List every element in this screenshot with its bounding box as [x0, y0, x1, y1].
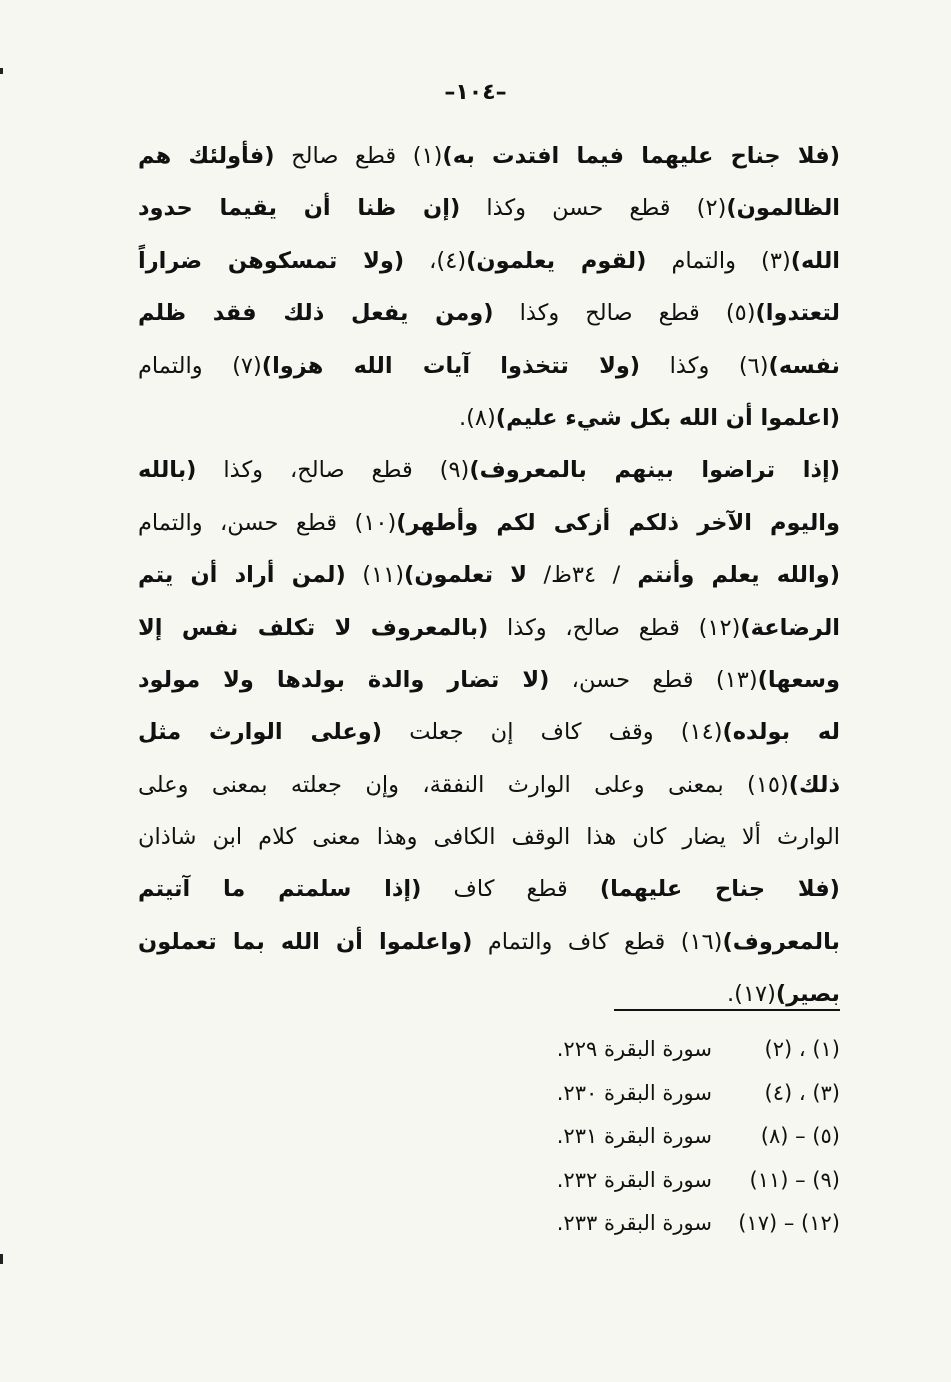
commentary-text: (١٤) وقف كاف إن جعلت	[382, 719, 723, 746]
quran-quote: (ومن يفعل ذلك فقد ظلم	[138, 300, 494, 327]
commentary-text: (٢) قطع حسن وكذا	[460, 195, 727, 222]
page-edge-mark	[0, 1254, 3, 1264]
commentary-text: (١) قطع صالح	[274, 143, 443, 169]
text-line	[138, 968, 840, 1020]
text-line	[138, 916, 840, 968]
commentary-text: (١٦) قطع كاف والتمام	[472, 928, 723, 955]
quran-quote: لا تعلمون)	[404, 562, 527, 589]
commentary-text: (٦) وكذا	[640, 352, 769, 379]
quran-quote: الرضاعة)	[740, 614, 840, 641]
footnote-refs: (٥) – (٨)	[760, 1124, 840, 1149]
text-line	[138, 340, 840, 392]
text-line	[138, 392, 840, 444]
quran-quote: (اعلموا أن الله بكل شيء عليم)	[495, 404, 840, 431]
text-line	[138, 863, 840, 915]
quran-quote: الظالمون)	[726, 195, 840, 222]
text-line	[138, 444, 840, 496]
quran-quote: واليوم الآخر ذلكم أزكى لكم وأطهر)	[396, 509, 840, 536]
commentary-text: (٧) والتمام	[138, 352, 262, 379]
quran-quote: (ولا تمسكوهن ضراراً	[138, 247, 405, 274]
quran-quote: بالمعروف)	[722, 928, 840, 955]
quran-quote: (إذا تراضوا بينهم بالمعروف)	[469, 457, 840, 484]
commentary-text: (١٠) قطع حسن، والتمام	[138, 509, 397, 536]
commentary-text: (٥) قطع صالح وكذا	[493, 300, 756, 327]
quran-quote: الله)	[790, 247, 840, 274]
quran-quote: (لا تضار والدة بولدها ولا مولود	[138, 666, 550, 693]
commentary-text: (٣) والتمام	[646, 247, 791, 274]
footnote-refs: (٩) – (١١)	[749, 1167, 840, 1192]
quran-quote: (إن ظنا أن يقيما حدود	[138, 195, 461, 222]
quran-quote: (واعلموا أن الله بما تعملون	[138, 928, 473, 955]
footnote	[480, 1159, 840, 1203]
quran-quote: (فلا جناح عليهما فيما افتدت به)	[442, 143, 840, 169]
footnote-source: سورة البقرة ٢٣٢.	[556, 1167, 712, 1192]
footnote-source: سورة البقرة ٢٣٠.	[556, 1080, 712, 1105]
text-line	[138, 182, 840, 234]
commentary-text: (١٣) قطع حسن،	[549, 666, 758, 693]
quran-quote: ذلك)	[788, 771, 840, 798]
commentary-text: / ٣٤ظ/	[527, 562, 621, 589]
footnote-source: سورة البقرة ٢٢٩.	[556, 1037, 712, 1061]
text-line	[138, 497, 840, 549]
quran-quote: (لقوم يعلمون)	[466, 247, 647, 274]
footnote-refs: (١) ، (٢)	[764, 1037, 840, 1061]
quran-quote: وسعها)	[757, 666, 840, 693]
footnote-source: سورة البقرة ٢٣٣.	[556, 1211, 712, 1236]
quran-quote: لتعتدوا)	[755, 300, 840, 327]
commentary-text: (١٥) بمعنى وعلى الوارث النفقة، وإن جعلته بمعنى وعلى	[138, 771, 789, 798]
commentary-text: (٩) قطع صالح، وكذا	[196, 457, 470, 484]
quran-quote: (فلا جناح عليهما)	[599, 876, 840, 903]
footnotes	[480, 1028, 840, 1246]
text-line	[138, 706, 840, 758]
quran-quote: نفسه)	[768, 352, 840, 379]
footnote	[480, 1028, 840, 1072]
quran-quote: (بالمعروف لا تكلف نفس إلا	[138, 614, 489, 641]
quran-quote: (لمن أراد أن يتم	[138, 562, 346, 589]
quran-quote: بصير)	[775, 981, 840, 1008]
text-line	[138, 549, 840, 601]
commentary-text: (٤)،	[404, 247, 467, 274]
footnote-divider	[614, 1009, 840, 1011]
commentary-text: (١٢) قطع صالح، وكذا	[488, 614, 741, 641]
text-line	[138, 654, 840, 706]
commentary-text: (٨).	[458, 404, 496, 431]
page-number: –١٠٤–	[444, 80, 507, 105]
body-text	[138, 130, 840, 1021]
page-edge-mark	[0, 68, 3, 74]
commentary-text: (١١)	[345, 562, 405, 589]
text-line	[138, 287, 840, 339]
quran-quote: له بولده)	[722, 719, 840, 746]
text-line	[138, 759, 840, 811]
footnote	[480, 1202, 840, 1246]
commentary-text: قطع كاف	[421, 876, 600, 903]
footnote	[480, 1072, 840, 1116]
quran-quote: (وعلى الوارث مثل	[138, 719, 383, 746]
footnote-source: سورة البقرة ٢٣١.	[556, 1124, 712, 1149]
footnote-refs: (١٢) – (١٧)	[738, 1211, 840, 1236]
text-line	[138, 811, 840, 863]
commentary-text: (١٧).	[727, 981, 776, 1008]
text-line	[138, 235, 840, 287]
quran-quote: (فأولئك هم	[138, 143, 275, 169]
quran-quote: (إذا سلمتم ما آتيتم	[138, 876, 422, 903]
text-line	[138, 602, 840, 654]
footnote-refs: (٣) ، (٤)	[764, 1080, 840, 1105]
quran-quote: (والله يعلم وأنتم	[620, 562, 840, 589]
text-line	[138, 130, 840, 182]
commentary-text: الوارث ألا يضار كان هذا الوقف الكافى وهذا معنى كلام ابن شاذان	[138, 824, 840, 851]
quran-quote: (ولا تتخذوا آيات الله هزوا)	[261, 352, 641, 379]
quran-quote: (بالله	[138, 457, 197, 484]
footnote	[480, 1115, 840, 1159]
